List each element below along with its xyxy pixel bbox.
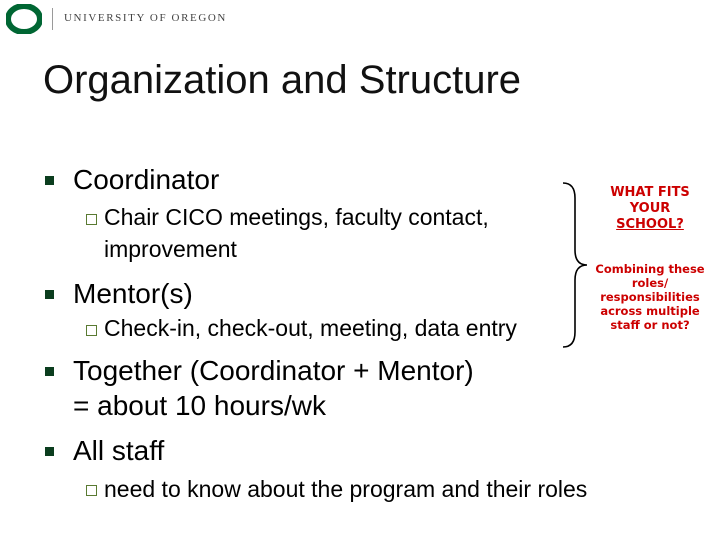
side-note-body-line4: across multiple [600,304,700,318]
sub-bullet-all-staff: need to know about the program and their roles [104,476,588,502]
header-divider [52,8,53,30]
bullet-square-icon [45,290,54,299]
university-name: UNIVERSITY OF OREGON [64,12,227,24]
slide-title: Organization and Structure [43,58,522,102]
curly-brace-icon [560,180,590,350]
checkbox-bullet-icon [86,325,97,336]
sub-bullet-coordinator-line2: improvement [104,236,237,262]
checkbox-bullet-icon [86,214,97,225]
side-note-heading-line1: WHAT FITS [610,185,690,200]
side-note-body-line3: responsibilities [600,290,700,304]
bullet-square-icon [45,367,54,376]
bullet-together-line2: = about 10 hours/wk [73,390,326,421]
side-note-body-line5: staff or not? [610,318,690,332]
side-note-heading-line2: YOUR [629,201,671,216]
checkbox-bullet-icon [86,485,97,496]
bullet-square-icon [45,447,54,456]
bullet-together-line1: Together (Coordinator + Mentor) [73,355,474,386]
bullet-coordinator: Coordinator [73,164,220,195]
side-note-body-line1: Combining these [595,262,705,276]
bullet-square-icon [45,176,54,185]
side-note-body-line2: roles/ [631,276,669,290]
sub-bullet-mentors: Check-in, check-out, meeting, data entry [104,315,517,341]
side-note-heading-line3: SCHOOL? [616,217,684,232]
sub-bullet-coordinator-line1: Chair CICO meetings, faculty contact, [104,204,489,230]
bullet-mentors: Mentor(s) [73,278,193,309]
oregon-o-logo-icon [6,4,42,34]
bullet-all-staff: All staff [73,435,165,466]
